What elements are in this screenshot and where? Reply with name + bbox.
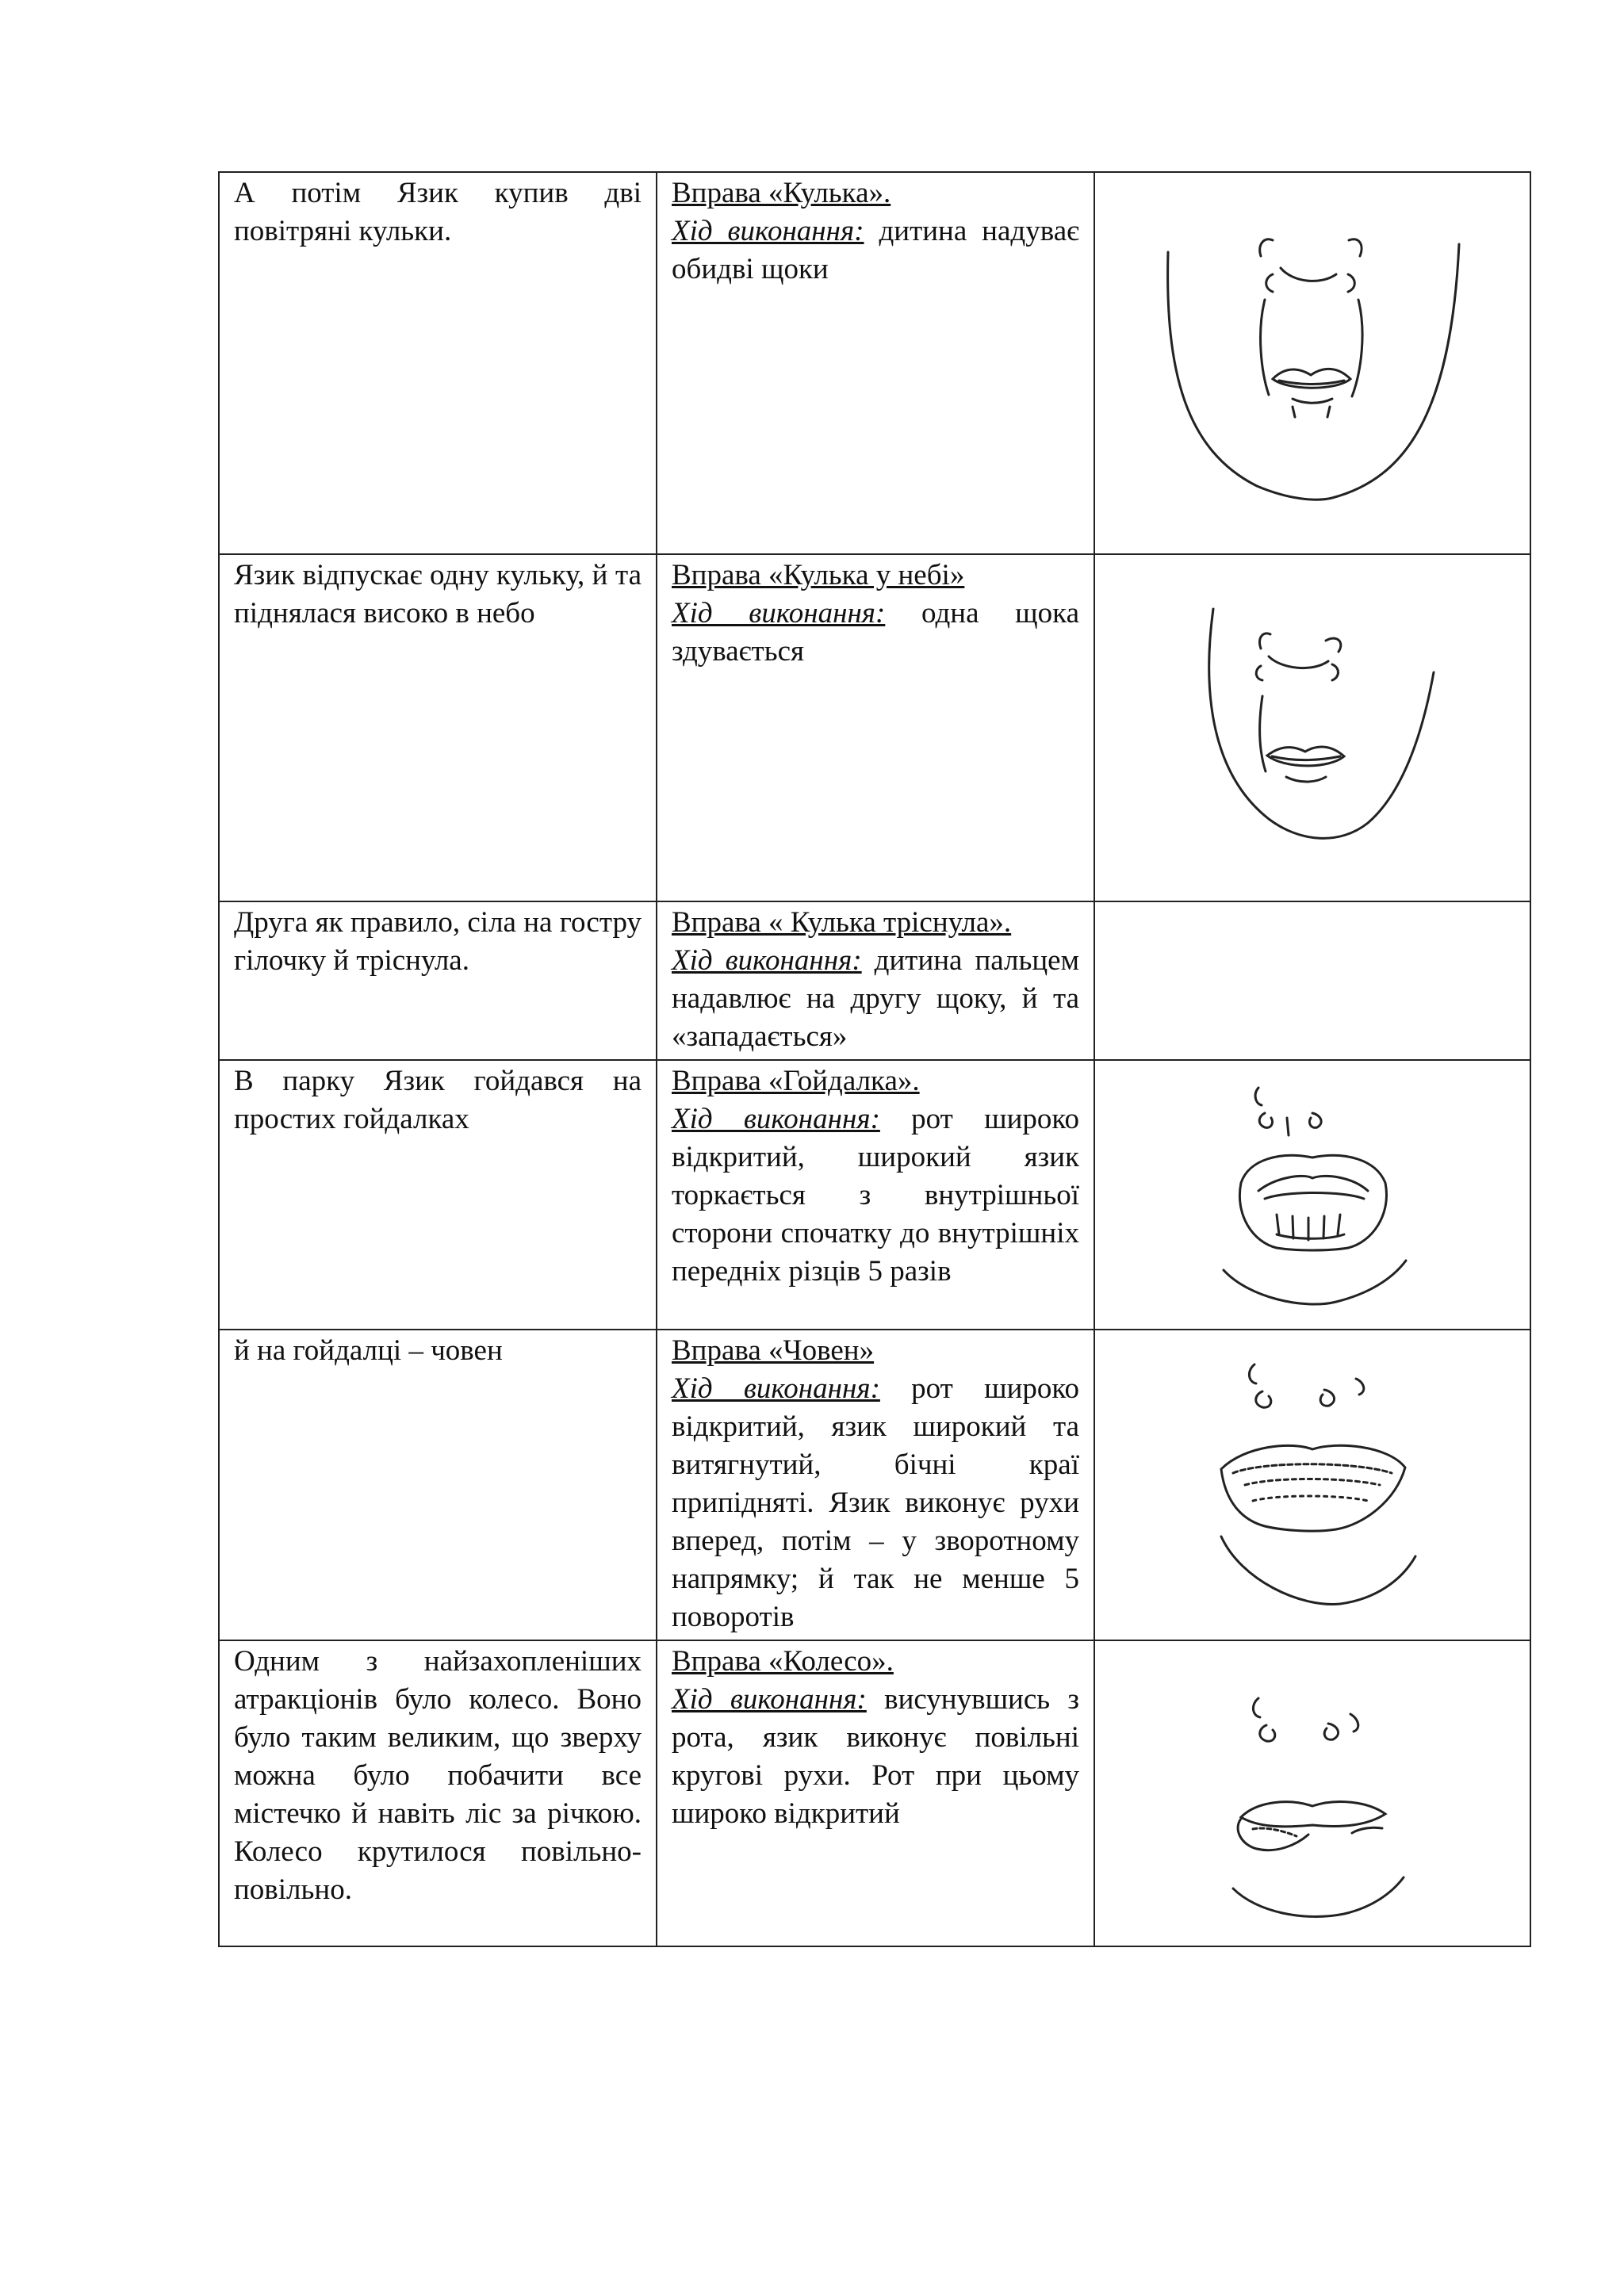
exercise-title: Вправа «Колесо». (672, 1645, 894, 1678)
illustration-cell (1094, 1060, 1530, 1330)
illustration-cell-empty (1094, 901, 1530, 1060)
story-cell: Язик відпускає одну кульку, й та піднялася високо в небо (219, 554, 657, 901)
illustration-cell (1094, 172, 1530, 554)
exercise-cell (657, 1060, 1094, 1330)
exercise-cell (657, 1640, 1094, 1946)
illustration-cell (1094, 554, 1530, 901)
execution-text: дитина пальцем надавлює на другу щоку, й та «западається» (672, 944, 1079, 1053)
exercise-cell (657, 901, 1094, 1060)
table-row (219, 172, 1530, 554)
face-open-mouth-teeth-icon (1209, 1072, 1415, 1318)
exercise-cell (657, 1330, 1094, 1640)
exercise-title: Вправа «Човен» (672, 1334, 875, 1367)
exercise-title: Вправа «Кулька». (672, 177, 891, 209)
table-row (219, 1640, 1530, 1946)
execution-label: Хід виконання: (672, 1683, 867, 1716)
story-cell: А потім Язик купив дві повітряні кульки. (219, 172, 657, 554)
execution-label: Хід виконання: (672, 597, 886, 629)
story-cell: й на гойдалці – човен (219, 1330, 657, 1640)
exercise-cell (657, 554, 1094, 901)
exercise-title: Вправа «Гойдалка». (672, 1065, 920, 1097)
execution-text: висунувшись з рота, язик виконує повільні кругові рухи. Рот при цьому широко відкритий (672, 1683, 1079, 1830)
story-cell: Одним з найзахопленіших атракціонів було колесо. Воно було таким великим, що зверху можна було побачити все містечко й навіть ліс за річкою. Колесо крутилося повільно-повільно. (219, 1640, 657, 1946)
exercise-cell (657, 172, 1094, 554)
exercise-table (218, 171, 1531, 1947)
exercise-title: Вправа «Кулька у небі» (672, 559, 965, 591)
face-puffed-cheeks-icon (1154, 212, 1471, 514)
exercise-title: Вправа « Кулька тріснула». (672, 906, 1012, 939)
execution-text: дитина надуває обидві щоки (672, 215, 1080, 285)
story-cell: В парку Язик гойдався на простих гойдалках (219, 1060, 657, 1330)
execution-text: рот широко відкритий, язик широкий та витягнутий, бічні краї припідняті. Язик виконує рухи вперед, потім – у зворотному напрямку; й так не менше 5 поворотів (672, 1372, 1079, 1633)
table-row (219, 901, 1530, 1060)
execution-label: Хід виконання: (672, 1372, 880, 1405)
face-one-cheek-icon (1182, 593, 1443, 863)
table-row (219, 1060, 1530, 1330)
execution-text: рот широко відкритий, широкий язик торкається з внутрішньої сторони спочатку до внутрішніх передніх різців 5 разів (672, 1103, 1079, 1288)
face-tongue-out-icon (1209, 1659, 1415, 1928)
execution-label: Хід виконання: (672, 944, 862, 977)
table-row (219, 1330, 1530, 1640)
face-tongue-boat-icon (1197, 1342, 1427, 1628)
illustration-cell (1094, 1330, 1530, 1640)
execution-label: Хід виконання: (672, 215, 864, 247)
execution-label: Хід виконання: (672, 1103, 880, 1135)
illustration-cell (1094, 1640, 1530, 1946)
table-row (219, 554, 1530, 901)
story-cell: Друга як правило, сіла на гостру гілочку й тріснула. (219, 901, 657, 1060)
execution-text: одна щока здувається (672, 597, 1080, 668)
